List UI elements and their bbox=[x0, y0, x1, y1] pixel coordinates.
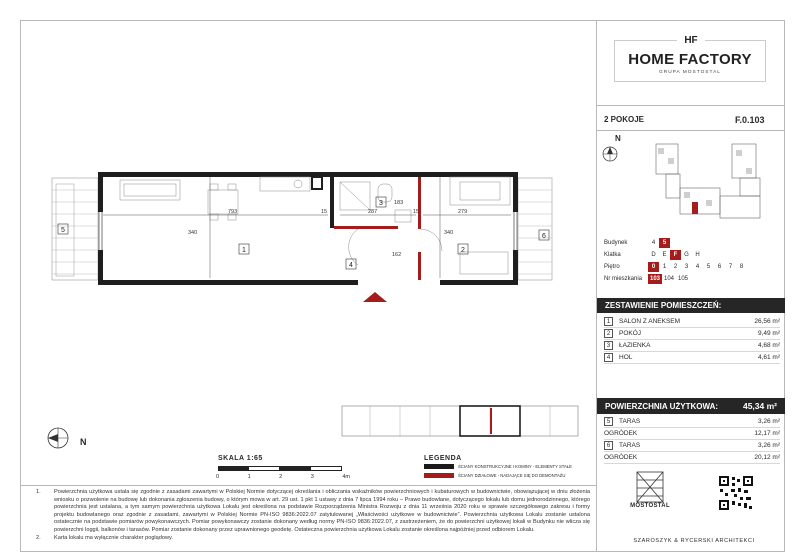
floor-cell[interactable]: 5 bbox=[706, 264, 711, 270]
legend-title: LEGENDA bbox=[424, 455, 462, 462]
dim-text: 340 bbox=[188, 230, 198, 236]
room-row: 1 SALON Z ANEKSEM 26,56 m² bbox=[604, 316, 780, 328]
apartment-code: F.0.103 bbox=[735, 115, 765, 125]
sidebar-divider bbox=[596, 20, 597, 552]
floor-cell[interactable]: 3 bbox=[684, 264, 689, 270]
room-label: 3 bbox=[379, 200, 383, 207]
structural-walls bbox=[98, 172, 518, 285]
key-plan-building bbox=[636, 138, 776, 228]
brand-logo bbox=[614, 35, 766, 82]
compass-letter: N bbox=[80, 437, 87, 447]
usable-area-value: 45,34 m² bbox=[742, 401, 777, 411]
furniture bbox=[120, 177, 510, 274]
dim-text: 15 bbox=[413, 209, 420, 215]
logo-letters: HF bbox=[677, 35, 705, 47]
floor-cell[interactable]: 4 bbox=[695, 264, 700, 270]
legend-swatch-partition bbox=[424, 473, 454, 478]
scale-ticks: 0 1 2 3 4m bbox=[216, 474, 350, 480]
sidebar-divider bbox=[596, 130, 785, 131]
dim-text: 793 bbox=[228, 209, 238, 215]
floor-cell[interactable]: 8 bbox=[739, 264, 744, 270]
extra-row: OGRÓDEK 12,17 m² bbox=[604, 428, 780, 440]
room-label: 4 bbox=[349, 262, 353, 269]
usable-area-header: POWIERZCHNIA UŻYTKOWA: 45,34 m² bbox=[597, 398, 785, 414]
rooms-header: ZESTAWIENIE POMIESZCZEŃ: bbox=[597, 298, 785, 313]
sidebar-divider bbox=[596, 105, 785, 106]
floor-cell[interactable]: 2 bbox=[673, 264, 678, 270]
room-label: 5 bbox=[61, 227, 65, 234]
staircase-cell-selected[interactable]: F bbox=[670, 250, 681, 260]
room-label: 2 bbox=[461, 247, 465, 254]
terrace-right bbox=[518, 178, 552, 280]
floor-cell[interactable]: 1 bbox=[662, 264, 667, 270]
unit-cell-selected[interactable]: 103 bbox=[649, 276, 660, 282]
note-text: Karta lokalu ma wyłącznie charakter poglądowy. bbox=[54, 534, 173, 541]
floor-cell[interactable]: 7 bbox=[728, 264, 733, 270]
dim-text: 183 bbox=[394, 200, 404, 206]
apartment-selector: Budynek 4 5 Klatka D E F G H Piętro 0 1 2 3 4 5 6 7 8 Nr mieszkania 103 104 105 bbox=[604, 237, 780, 285]
scale-bar bbox=[218, 466, 342, 471]
dim-text: 340 bbox=[444, 230, 454, 236]
staircase-cell[interactable]: G bbox=[684, 252, 689, 258]
apartment-type: 2 POKOJE bbox=[604, 115, 645, 124]
dim-text: 162 bbox=[392, 252, 402, 258]
staircase-cell[interactable]: E bbox=[662, 252, 667, 258]
developer-logo-text: MOSTOSTAL bbox=[630, 503, 670, 509]
staircase-cell[interactable]: D bbox=[651, 252, 656, 258]
extra-row: 5 TARAS 3,26 m² bbox=[604, 416, 780, 428]
entrance-marker bbox=[363, 292, 387, 302]
room-label: 1 bbox=[242, 247, 246, 254]
key-plan-floor bbox=[340, 402, 580, 440]
notes: 1. Powierzchnia użytkowa ustala się zgodnie z zasadami zawartymi w Polskiej Normie dotyczącej określania i obliczania wskaźników powierzchniowych i kubaturowych w budownictwie, obowiązującej w dniu złożenia wniosku o pozwolenie na budowę lub dokonania zgłoszenia budowy, o którym mowa w art. 29 ust. 1 pkt 1 ustawy z dnia 7 lipca 1994 roku – Prawo budowlane, dotyczącego lokalu lub domu jednorodzinnego, którego powierzchnia jest ustalana, a tym samym powierzchnia użytkowa Lokalu jest określona na podstawie Rozporządzenia Ministra Rozwoju z dnia 11 września 2020 roku w sprawie szczegółowego zakresu i formy projektu budowlanego oraz zgodnie z zasadami, zawartymi w Polskiej Normie PN-ISO 9836:2022.07 zatytułowanej „Właściwości użytkowe w budownictwie”. Powierzchnia użytkowa Lokalu zostanie ustalona ostatecznie na podstawie pomiarów powykonawczych. Pomiar powykonawczy zostanie dokonany według normy PN-ISO 9836:2022.07, z zastrzeżeniem, że do powierzchni użytkowej lokali w Budynku nie wlicza się powierzchni loggii, balkonów i tarasów. Pomiar zostanie dokonany przez uprawnionego geodetę. Ostateczna powierzchnia użytkowa Lokalu zostanie określona najpóźniej przed odbiorem Lokalu. 2. Karta lokalu ma wyłącznie charakter poglądowy. bbox=[36, 489, 590, 541]
room-row: 4 HOL 4,61 m² bbox=[604, 352, 780, 364]
architect-credit: SZAROSZYK & RYCERSKI ARCHITEKCI bbox=[633, 538, 755, 544]
floor-cell-selected[interactable]: 0 bbox=[648, 262, 659, 272]
brand-tagline: GRUPA MOSTOSTAL bbox=[659, 70, 721, 75]
legend bbox=[424, 464, 594, 478]
building-cell-selected[interactable]: 5 bbox=[659, 238, 670, 248]
qr-code-icon[interactable] bbox=[718, 475, 754, 511]
extras-table bbox=[604, 416, 780, 464]
unit-cell[interactable]: 104 bbox=[663, 276, 674, 282]
legend-swatch-structural bbox=[424, 464, 454, 469]
extra-row: OGRÓDEK 20,12 m² bbox=[604, 452, 780, 464]
room-row: 3 ŁAZIENKA 4,68 m² bbox=[604, 340, 780, 352]
terrace-left bbox=[52, 178, 98, 280]
room-row: 2 POKÓJ 9,49 m² bbox=[604, 328, 780, 340]
unit-cell[interactable]: 105 bbox=[677, 276, 688, 282]
dim-text: 287 bbox=[368, 209, 378, 215]
dim-text: 279 bbox=[458, 209, 468, 215]
legend-item: ŚCIANY KONSTRUKCYJNE I KOMINY - ELEMENTY STAŁE bbox=[458, 464, 572, 469]
staircase-cell[interactable]: H bbox=[695, 252, 700, 258]
partition-walls bbox=[334, 177, 421, 280]
compass-letter: N bbox=[615, 134, 621, 143]
note-text: Powierzchnia użytkowa ustala się zgodnie z zasadami zawartymi w Polskiej Normie dotyczącej określania i obliczania wskaźników powierzchniowych i kubaturowych w budownictwie, obowiązującej w dniu złożenia wniosku o pozwolenie na budowę lub dokonania zgłoszenia budowy, o którym mowa w art. 29 ust. 1 pkt 1 ustawy z dnia 7 lipca 1994 roku – Prawo budowlane, dotyczącego lokalu lub domu jednorodzinnego, którego powierzchnia jest ustalana, a tym samym powierzchnia użytkowa Lokalu jest określona na podstawie Rozporządzenia Ministra Rozwoju z dnia 11 września 2020 roku w sprawie szczegółowego zakresu i formy projektu budowlanego oraz zgodnie z zasadami, zawartymi w Polskiej Normie PN-ISO 9836:2022.07 zatytułowanej „Właściwości użytkowe w budownictwie”. Powierzchnia użytkowa Lokalu zostanie ustalona ostatecznie na podstawie pomiarów powykonawczych. Pomiar powykonawczy zostanie dokonany według normy PN-ISO 9836:2022.07, z zastrzeżeniem, że do powierzchni użytkowej lokali w Budynku nie wlicza się powierzchni loggii, balkonów i tarasów. Pomiar zostanie dokonany przez uprawnionego geodetę. Ostateczna powierzchnia użytkowa Lokalu zostanie określona najpóźniej przed odbiorem Lokalu. bbox=[54, 489, 590, 533]
brand-name: HOME FACTORY bbox=[628, 51, 752, 68]
rooms-table bbox=[604, 316, 780, 364]
floor-cell[interactable]: 6 bbox=[717, 264, 722, 270]
room-label: 6 bbox=[542, 233, 546, 240]
extra-row: 6 TARAS 3,26 m² bbox=[604, 440, 780, 452]
building-cell[interactable]: 4 bbox=[651, 240, 656, 246]
legend-item: ŚCIANY DZIAŁOWE - NADAJĄCE SIĘ DO DEMONTAŻU bbox=[458, 473, 566, 478]
dim-text: 15 bbox=[321, 209, 328, 215]
notes-divider bbox=[20, 485, 596, 486]
scale-title: SKALA 1:65 bbox=[218, 455, 263, 462]
floor-plan bbox=[40, 160, 585, 310]
